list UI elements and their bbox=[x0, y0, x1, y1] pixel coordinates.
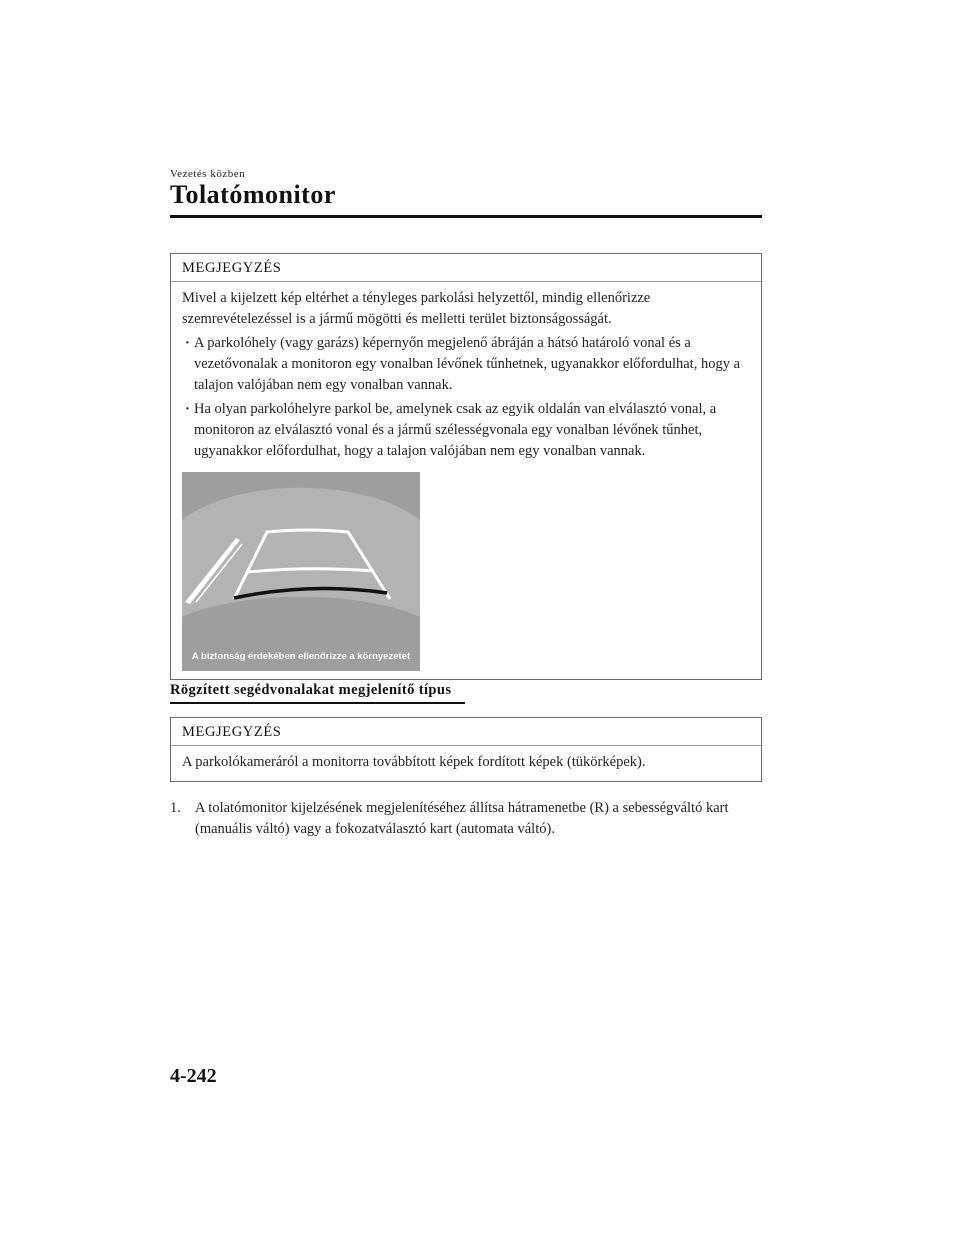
subheading: Rögzített segédvonalakat megjelenítő típus bbox=[170, 682, 452, 698]
note-heading: MEGJEGYZÉS bbox=[171, 254, 761, 282]
section-label: Vezetés közben bbox=[170, 168, 246, 180]
note-body bbox=[171, 282, 761, 679]
note-intro: Mivel a kijelzett kép eltérhet a tényleges parkolási helyzettől, mindig ellenőrizze szemrevételezéssel is a jármű mögötti és melletti terület biztonságosságát. bbox=[182, 290, 651, 327]
bullet-dot: · bbox=[185, 335, 190, 351]
page-number: 4-242 bbox=[170, 1065, 217, 1087]
note-body bbox=[171, 746, 761, 781]
note-bullet-item bbox=[182, 333, 750, 396]
note-bullet-list bbox=[182, 333, 750, 462]
step-number: 1. bbox=[170, 800, 181, 816]
note-bullet-item bbox=[182, 399, 750, 462]
bullet-dot: · bbox=[185, 401, 190, 417]
bullet-text: Ha olyan parkolóhelyre parkol be, amelynek csak az egyik oldalán van elválasztó vonal, a monitoron az elválasztó vonal és a jármű szélességvonala egy vonalban lévőnek tűnhet, ugyanakkor előfordulhat, hogy a talajon valójában nem egy vonalban vannak. bbox=[194, 401, 717, 459]
figure-caption: A biztonság érdekében ellenőrizze a környezetet bbox=[191, 651, 411, 662]
step-item bbox=[170, 798, 770, 840]
note-heading: MEGJEGYZÉS bbox=[171, 718, 761, 746]
step-text: A tolatómonitor kijelzésének megjelenítéséhez állítsa hátramenetbe (R) a sebességváltó kart (manuális váltó) vagy a fokozatválasztó kart (automata váltó). bbox=[195, 800, 729, 837]
monitor-illustration bbox=[182, 472, 420, 671]
monitor-figure bbox=[182, 472, 420, 671]
title-rule bbox=[170, 215, 762, 218]
subheading-rule bbox=[170, 702, 465, 704]
bullet-text: A parkolóhely (vagy garázs) képernyőn megjelenő ábráján a hátsó határoló vonal és a vezetővonalak a monitoron egy vonalban lévőnek tűnhetnek, ugyanakkor előfordulhat, hogy a talajon valójában nem egy vonalban vannak. bbox=[194, 335, 741, 393]
note-box-1 bbox=[170, 253, 762, 680]
note-text: A parkolókameráról a monitorra továbbított képek fordított képek (tükörképek). bbox=[182, 754, 646, 770]
note-box-2 bbox=[170, 717, 762, 782]
chapter-title: Tolatómonitor bbox=[170, 180, 336, 209]
